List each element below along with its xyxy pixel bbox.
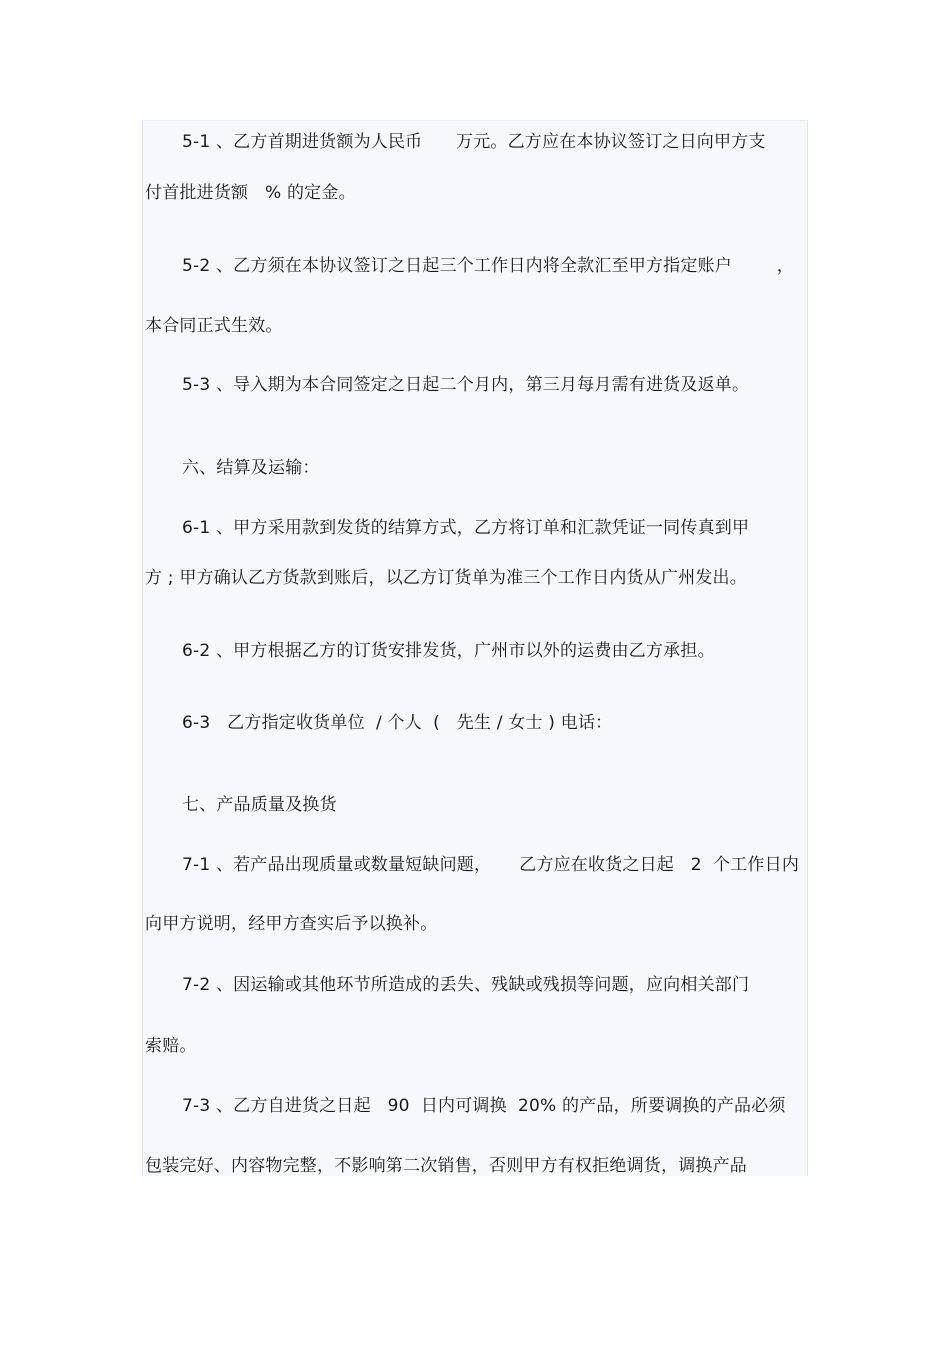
clause-6-1-line-2: 方 ; 甲方确认乙方货款到账后，以乙方订货单为准三个工作日内货从广州发出。 bbox=[145, 568, 747, 588]
document-page bbox=[142, 120, 808, 1176]
clause-7-2-line-1: 7-2 、因运输或其他环节所造成的丢失、残缺或残损等问题，应向相关部门 bbox=[182, 975, 750, 995]
clause-5-2-line-2: 本合同正式生效。 bbox=[145, 316, 283, 336]
clause-7-3-line-2: 包装完好、内容物完整，不影响第二次销售，否则甲方有权拒绝调货，调换产品 bbox=[145, 1156, 747, 1176]
clause-5-1-line-1: 5-1 、乙方首期进货额为人民币 万元。乙方应在本协议签订之日向甲方支 bbox=[182, 132, 766, 152]
clause-7-2-line-2: 索赔。 bbox=[145, 1036, 197, 1056]
clause-7-1-line-1: 7-1 、若产品出现质量或数量短缺问题， 乙方应在收货之日起 2 个工作日内 bbox=[182, 855, 800, 875]
clause-5-1-line-2: 付首批进货额 % 的定金。 bbox=[145, 183, 356, 203]
section-6-heading: 六、结算及运输： bbox=[182, 458, 320, 478]
clause-6-1-line-1: 6-1 、甲方采用款到发货的结算方式，乙方将订单和汇款凭证一同传真到甲 bbox=[182, 518, 750, 538]
clause-6-2: 6-2 、甲方根据乙方的订货安排发货，广州市以外的运费由乙方承担。 bbox=[182, 641, 715, 661]
clause-7-1-line-2: 向甲方说明，经甲方查实后予以换补。 bbox=[145, 914, 438, 934]
clause-7-3-line-1: 7-3 、乙方自进货之日起 90 日内可调换 20% 的产品，所要调换的产品必须 bbox=[182, 1096, 786, 1116]
clause-5-3: 5-3 、导入期为本合同签定之日起二个月内，第三月每月需有进货及返单。 bbox=[182, 375, 750, 395]
clause-5-2-line-1: 5-2 、乙方须在本协议签订之日起三个工作日内将全款汇至甲方指定账户 ， bbox=[182, 256, 794, 276]
clause-6-3: 6-3 乙方指定收货单位 / 个人 ( 先生 / 女士 ) 电话： bbox=[182, 713, 613, 733]
section-7-heading: 七、产品质量及换货 bbox=[182, 795, 337, 815]
